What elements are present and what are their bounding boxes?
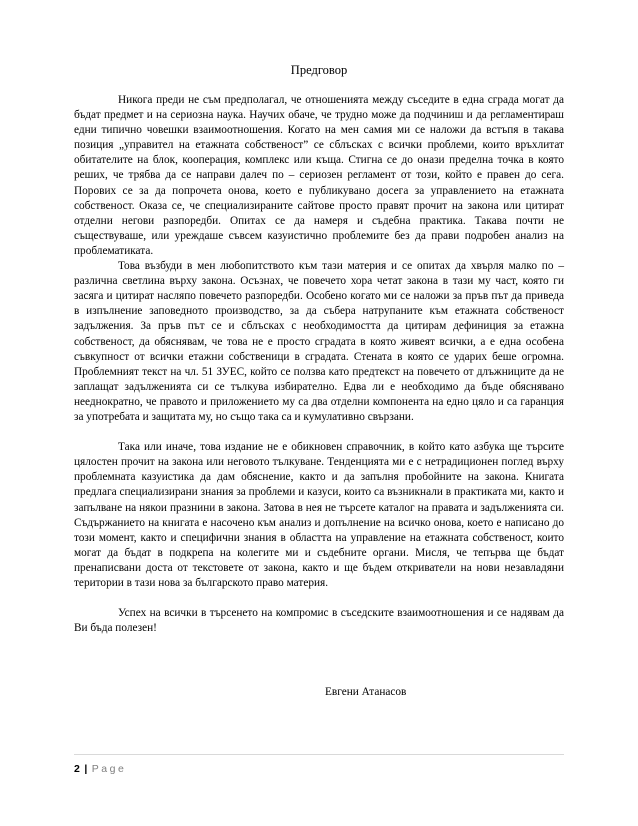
document-body — [74, 93, 564, 636]
author-signature: Евгени Атанасов — [325, 686, 407, 698]
footer-divider — [74, 754, 564, 755]
page-footer — [74, 762, 126, 776]
paragraph-2: Това възбуди в мен любопитството към тази материя и се опитах да хвърля малко по – различна светлина върху закона. Осъзнах, че повечето хора четат закона в тази му част, която ги засяга и цитират насляпо повечето разпоредби. Особено когато ми се наложи за пръв път да приведа в изпълнение заповедното производство, за да събера натрупаните към етажната собственост задължения. За пръв път се и сблъсках с необходимостта да цитирам дефиниция за етажна собственост, да обяснявам, че това не е просто сградата в която живеят всички, а е една особена съвкупност от всички етажни собственици в сградата. Стената в която се ударих беше огромна. Проблемният текст на чл. 51 ЗУЕС, който се ползва като предтекст на повечето от длъжниците да не заплащат задълженията си се тълкува избирателно. Едва ли е необходимо да бъде обяснявано нееднократно, че правото и приложението му са два отделни компонента на едно цяло и са гаранция за употребата и защитата му, но също така са и кумулативно свързани. — [74, 260, 564, 423]
paragraph-4: Успех на всички в търсенето на компромис в съседските взаимоотношения и се надявам да Ви бъда полезен! — [74, 607, 564, 635]
paragraph-1: Никога преди не съм предполагал, че отношенията между съседите в една сграда могат да бъдат предмет и на сериозна наука. Научих обаче, че трудно може да подчиниш и да регламентираш едни типично човешки взаимоотношения. Когато на мен самия ми се наложи да встъпя в такава позиция „управител на етажната собственост” се сблъсках с всички проблеми, които връхлитат обитателите на блок, кооперация, комплекс или къща. Стигна се до онази пределна точка в която реших, че трябва да се направи далеч по – сериозен регламент от този, който е правен до сега. Порових се за да попрочета онова, което е публикувано досега за управлението на етажната собственост. Оказа се, че специализираните сайтове просто правят прочит на закона или цитират отделни негови разпоредби. Опитах се да намеря и съдебна практика. Такава почти не съществуваше, или уреждаше съвсем казуистично проблемите без да прави подробен анализ на проблематиката. — [74, 94, 564, 257]
page-number: 2 — [74, 763, 81, 775]
paragraph-3: Така или иначе, това издание не е обикновен справочник, в който като азбука ще търсите цялостен прочит на закона или неговото тълкуване. Тенденцията ми е с нетрадиционен поглед върху проблемната казуистика да дам обяснение, както и да запълня пробойните на закона. Книгата предлага специализирани знания за проблеми и казуси, които са възникнали в практиката ми, както и запълване на някои празнини в закона. Затова в нея не търсете каталог на правата и задълженията си. Съдържанието на книгата е насочено към анализ и допълнение на всичко онова, което е написано до този момент, както и специфични знания в областта на управление на етажната собственост, които могат да бъдат в подкрепа на колегите ми и съдебните органи. Мисля, че тепърва ще бъдат пренаписвани доста от текстовете от закона, както и ще бъдем откриватели на нови незавладяни територии в тази нова за българското право материя. — [74, 441, 564, 589]
footer-separator: | — [84, 763, 88, 775]
page-label: Page — [91, 763, 127, 775]
document-title: Предговор — [290, 63, 348, 77]
